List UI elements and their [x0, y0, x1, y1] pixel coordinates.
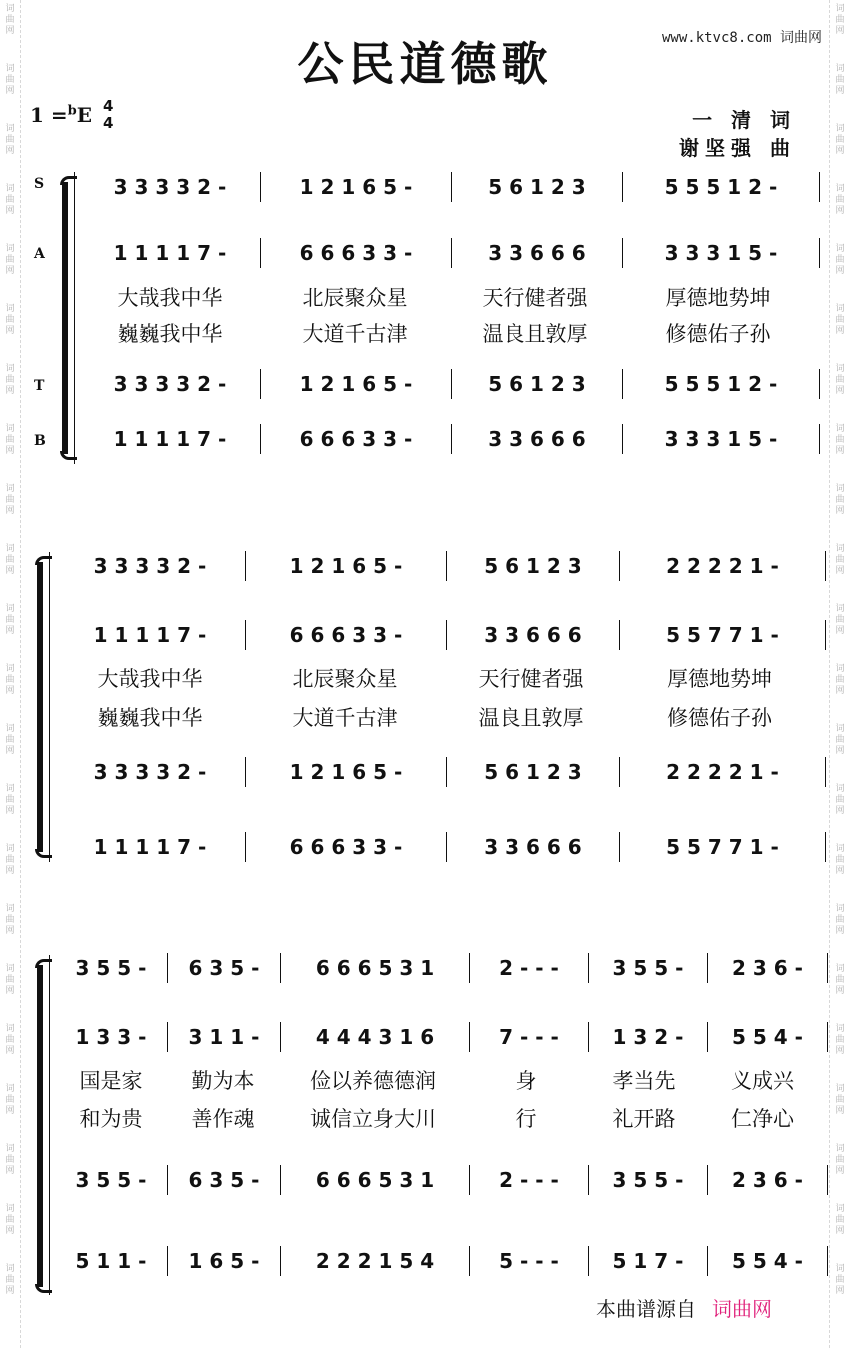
system-1-lyric-verse-1-line [80, 282, 816, 312]
measure: 3 3 6 6 6 [484, 835, 582, 859]
measure: 5 1 1 - [75, 1249, 147, 1273]
watermark-text: 词 曲 网 [5, 1144, 15, 1176]
barline [827, 1022, 828, 1052]
measure: 3 3 6 6 6 [488, 241, 586, 265]
lyric-segment: 大哉我中华 [117, 286, 223, 310]
measure: 2 3 6 - [732, 1168, 803, 1192]
watermark-text: 词 曲 网 [5, 1264, 15, 1296]
voice-label-alto: A [34, 246, 45, 262]
lyric-segment: 国是家 [79, 1069, 143, 1093]
lyric-segment: 身 [515, 1069, 537, 1093]
measure: 3 5 5 - [75, 956, 147, 980]
footer-source [596, 1293, 772, 1322]
barline [819, 424, 820, 454]
measure: 5 6 1 2 3 [488, 372, 586, 396]
system-3-bass-line [55, 1246, 828, 1276]
measure: 3 3 3 3 2 - [93, 554, 207, 578]
lyric-segment: 行 [515, 1107, 537, 1131]
lyric-segment: 俭以养德德润 [310, 1069, 436, 1093]
lyric-segment: 天行健者强 [482, 286, 588, 310]
lyric-segment: 北辰聚众星 [292, 667, 398, 691]
watermark-text: 词 曲 网 [835, 1204, 845, 1236]
measure: 3 3 6 6 6 [484, 623, 582, 647]
song-title: 公民道德歌 [297, 37, 553, 91]
system-2-bracket [37, 562, 43, 852]
barline [819, 238, 820, 268]
measure: 1 1 1 1 7 - [113, 427, 227, 451]
watermark-text: 词 曲 网 [5, 364, 15, 396]
meter-top: 4 [103, 97, 114, 115]
system-1-alto-line [80, 238, 820, 268]
measure: 5 5 4 - [732, 1025, 803, 1049]
watermark-text: 词 曲 网 [5, 784, 15, 816]
watermark-text: 词 曲 网 [835, 304, 845, 336]
watermark-text: 词 曲 网 [5, 184, 15, 216]
measure: 5 6 1 2 3 [484, 554, 582, 578]
measure: 3 5 5 - [612, 1168, 684, 1192]
voice-label-bass: B [34, 433, 46, 449]
watermark-text: 词 曲 网 [835, 364, 845, 396]
measure: 5 6 1 2 3 [488, 175, 586, 199]
watermark-text: 词 曲 网 [835, 784, 845, 816]
watermark-text: 词 曲 网 [5, 484, 15, 516]
lyric-segment: 巍巍我中华 [117, 322, 223, 346]
lyric-segment: 大道千古津 [302, 322, 408, 346]
measure: 5 5 7 7 1 - [666, 623, 779, 647]
system-2-soprano-line [55, 551, 826, 581]
watermark-text: 词 曲 网 [5, 124, 15, 156]
watermark-text: 词 曲 网 [5, 4, 15, 36]
measure: 1 3 2 - [612, 1025, 684, 1049]
left-watermark-strip [0, 0, 21, 1348]
measure: 5 5 7 7 1 - [666, 835, 779, 859]
measure: 3 3 3 3 2 - [113, 175, 227, 199]
measure: 3 3 3 1 5 - [664, 427, 778, 451]
measure: 6 6 6 3 3 - [299, 427, 413, 451]
measure: 6 6 6 3 3 - [299, 241, 413, 265]
system-2-bass-line [55, 832, 826, 862]
watermark-text: 词 曲 网 [835, 604, 845, 636]
measure: 3 3 3 3 2 - [113, 372, 227, 396]
measure: 7 - - - [499, 1025, 559, 1049]
voice-label-soprano: S [34, 176, 45, 192]
watermark-text: 词 曲 网 [835, 964, 845, 996]
measure: 5 5 4 - [732, 1249, 803, 1273]
system-3-line [49, 955, 50, 1295]
watermark-text: 词 曲 网 [5, 1024, 15, 1056]
watermark-text: 词 曲 网 [835, 1264, 845, 1296]
measure: 1 1 1 1 7 - [93, 623, 207, 647]
system-3-bracket [37, 965, 43, 1287]
measure: 1 2 1 6 5 - [299, 175, 413, 199]
measure: 6 3 5 - [188, 1168, 260, 1192]
watermark-text: 词 曲 网 [835, 844, 845, 876]
measure: 2 - - - [499, 956, 559, 980]
watermark-text: 词 曲 网 [5, 544, 15, 576]
watermark-text: 词 曲 网 [835, 4, 845, 36]
barline [825, 757, 826, 787]
measure: 6 6 6 3 3 - [289, 835, 403, 859]
lyric-segment: 温良且敦厚 [482, 322, 588, 346]
measure: 4 4 4 3 1 6 [315, 1025, 435, 1049]
measure: 2 2 2 2 1 - [666, 760, 779, 784]
lyric-segment: 厚德地势坤 [667, 667, 772, 691]
lyricist-credit: 一 清 词 [692, 108, 796, 132]
barline [827, 1246, 828, 1276]
composer-credit: 谢坚强 曲 [679, 136, 796, 160]
lyric-segment: 北辰聚众星 [302, 286, 408, 310]
measure: 1 3 3 - [75, 1025, 147, 1049]
measure: 1 1 1 1 7 - [113, 241, 227, 265]
watermark-text: 词 曲 网 [835, 244, 845, 276]
system-2-lyric-verse-1-line [55, 663, 822, 693]
watermark-text: 词 曲 网 [835, 1144, 845, 1176]
watermark-text: 词 曲 网 [5, 244, 15, 276]
watermark-text: 词 曲 网 [5, 724, 15, 756]
system-2-line [49, 552, 50, 862]
lyric-segment: 孝当先 [612, 1069, 676, 1093]
watermark-text: 词 曲 网 [835, 64, 845, 96]
lyric-segment: 仁净心 [731, 1107, 794, 1131]
measure: 5 5 5 1 2 - [664, 372, 778, 396]
key-signature [30, 103, 92, 127]
lyric-segment: 善作魂 [191, 1107, 255, 1131]
measure: 5 1 7 - [612, 1249, 684, 1273]
measure: 3 5 5 - [612, 956, 684, 980]
watermark-text: 词 曲 网 [835, 424, 845, 456]
watermark-text: 词 曲 网 [5, 964, 15, 996]
system-3-soprano-line [55, 953, 828, 983]
measure: 3 3 3 3 2 - [93, 760, 207, 784]
system-1-tenor-line [80, 369, 820, 399]
lyric-segment: 厚德地势坤 [665, 286, 771, 310]
measure: 6 3 5 - [188, 956, 260, 980]
watermark-text: 词 曲 网 [5, 424, 15, 456]
key-note: E [76, 103, 92, 127]
lyric-segment: 天行健者强 [478, 667, 584, 691]
measure: 3 5 5 - [75, 1168, 147, 1192]
lyric-segment: 勤为本 [191, 1069, 255, 1093]
measure: 2 2 2 1 5 4 [315, 1249, 435, 1273]
right-watermark-strip [829, 0, 850, 1348]
barline [819, 172, 820, 202]
watermark-text: 词 曲 网 [835, 724, 845, 756]
measure: 3 1 1 - [188, 1025, 260, 1049]
watermark-text: 词 曲 网 [5, 664, 15, 696]
system-1-line [74, 172, 75, 464]
watermark-text: 词 曲 网 [5, 1084, 15, 1116]
measure: 6 6 6 5 3 1 [315, 956, 435, 980]
lyric-segment: 大道千古津 [292, 706, 398, 730]
footer-text: 本曲谱源自 [596, 1297, 696, 1321]
system-2-tenor-line [55, 757, 826, 787]
flat-sign: b [67, 103, 77, 119]
measure: 6 6 6 5 3 1 [315, 1168, 435, 1192]
lyric-segment: 温良且敦厚 [478, 706, 584, 730]
watermark-text: 词 曲 网 [5, 844, 15, 876]
measure: 5 6 1 2 3 [484, 760, 582, 784]
measure: 3 3 6 6 6 [488, 427, 586, 451]
measure: 3 3 3 1 5 - [664, 241, 778, 265]
system-3-lyric-verse-2-line [55, 1103, 822, 1133]
time-signature [103, 98, 113, 132]
watermark-text: 词 曲 网 [5, 64, 15, 96]
measure: 2 - - - [499, 1168, 559, 1192]
lyric-segment: 礼开路 [612, 1107, 676, 1131]
system-1-soprano-line [80, 172, 820, 202]
measure: 5 5 5 1 2 - [664, 175, 778, 199]
barline [825, 832, 826, 862]
measure: 1 2 1 6 5 - [299, 372, 413, 396]
lyric-segment: 诚信立身大川 [310, 1107, 436, 1131]
key-prefix: 1 = [30, 103, 68, 127]
barline [827, 953, 828, 983]
measure: 2 3 6 - [732, 956, 803, 980]
system-1-bass-line [80, 424, 820, 454]
lyric-segment: 修德佑子孙 [667, 706, 772, 730]
watermark-text: 词 曲 网 [835, 904, 845, 936]
measure: 1 2 1 6 5 - [289, 760, 403, 784]
meter-bottom: 4 [103, 114, 114, 132]
lyric-segment: 巍巍我中华 [97, 706, 203, 730]
system-1-lyric-verse-2-line [80, 318, 816, 348]
system-2-alto-line [55, 620, 826, 650]
watermark-text: 词 曲 网 [835, 124, 845, 156]
lyric-segment: 修德佑子孙 [665, 322, 771, 346]
barline [825, 551, 826, 581]
site-url[interactable]: www.ktvc8.com 词曲网 [661, 30, 822, 46]
system-3-alto-line [55, 1022, 828, 1052]
measure: 1 1 1 1 7 - [93, 835, 207, 859]
barline [827, 1165, 828, 1195]
voice-label-tenor: T [34, 378, 45, 394]
measure: 2 2 2 2 1 - [666, 554, 779, 578]
lyric-segment: 大哉我中华 [97, 667, 203, 691]
lyric-segment: 义成兴 [731, 1069, 794, 1093]
measure: 6 6 6 3 3 - [289, 623, 403, 647]
system-1-bracket [62, 182, 68, 454]
watermark-text: 词 曲 网 [5, 304, 15, 336]
watermark-text: 词 曲 网 [835, 664, 845, 696]
barline [819, 369, 820, 399]
system-2-lyric-verse-2-line [55, 702, 822, 732]
system-3-tenor-line [55, 1165, 828, 1195]
watermark-text: 词 曲 网 [835, 544, 845, 576]
measure: 1 2 1 6 5 - [289, 554, 403, 578]
lyric-segment: 和为贵 [79, 1107, 143, 1131]
watermark-text: 词 曲 网 [835, 1084, 845, 1116]
watermark-text: 词 曲 网 [5, 604, 15, 636]
measure: 5 - - - [499, 1249, 559, 1273]
system-3-lyric-verse-1-line [55, 1065, 822, 1095]
watermark-text: 词 曲 网 [835, 484, 845, 516]
watermark-text: 词 曲 网 [835, 184, 845, 216]
footer-brand-link[interactable]: 词曲网 [712, 1297, 772, 1321]
watermark-text: 词 曲 网 [835, 1024, 845, 1056]
measure: 1 6 5 - [188, 1249, 260, 1273]
watermark-text: 词 曲 网 [5, 1204, 15, 1236]
watermark-text: 词 曲 网 [5, 904, 15, 936]
barline [825, 620, 826, 650]
